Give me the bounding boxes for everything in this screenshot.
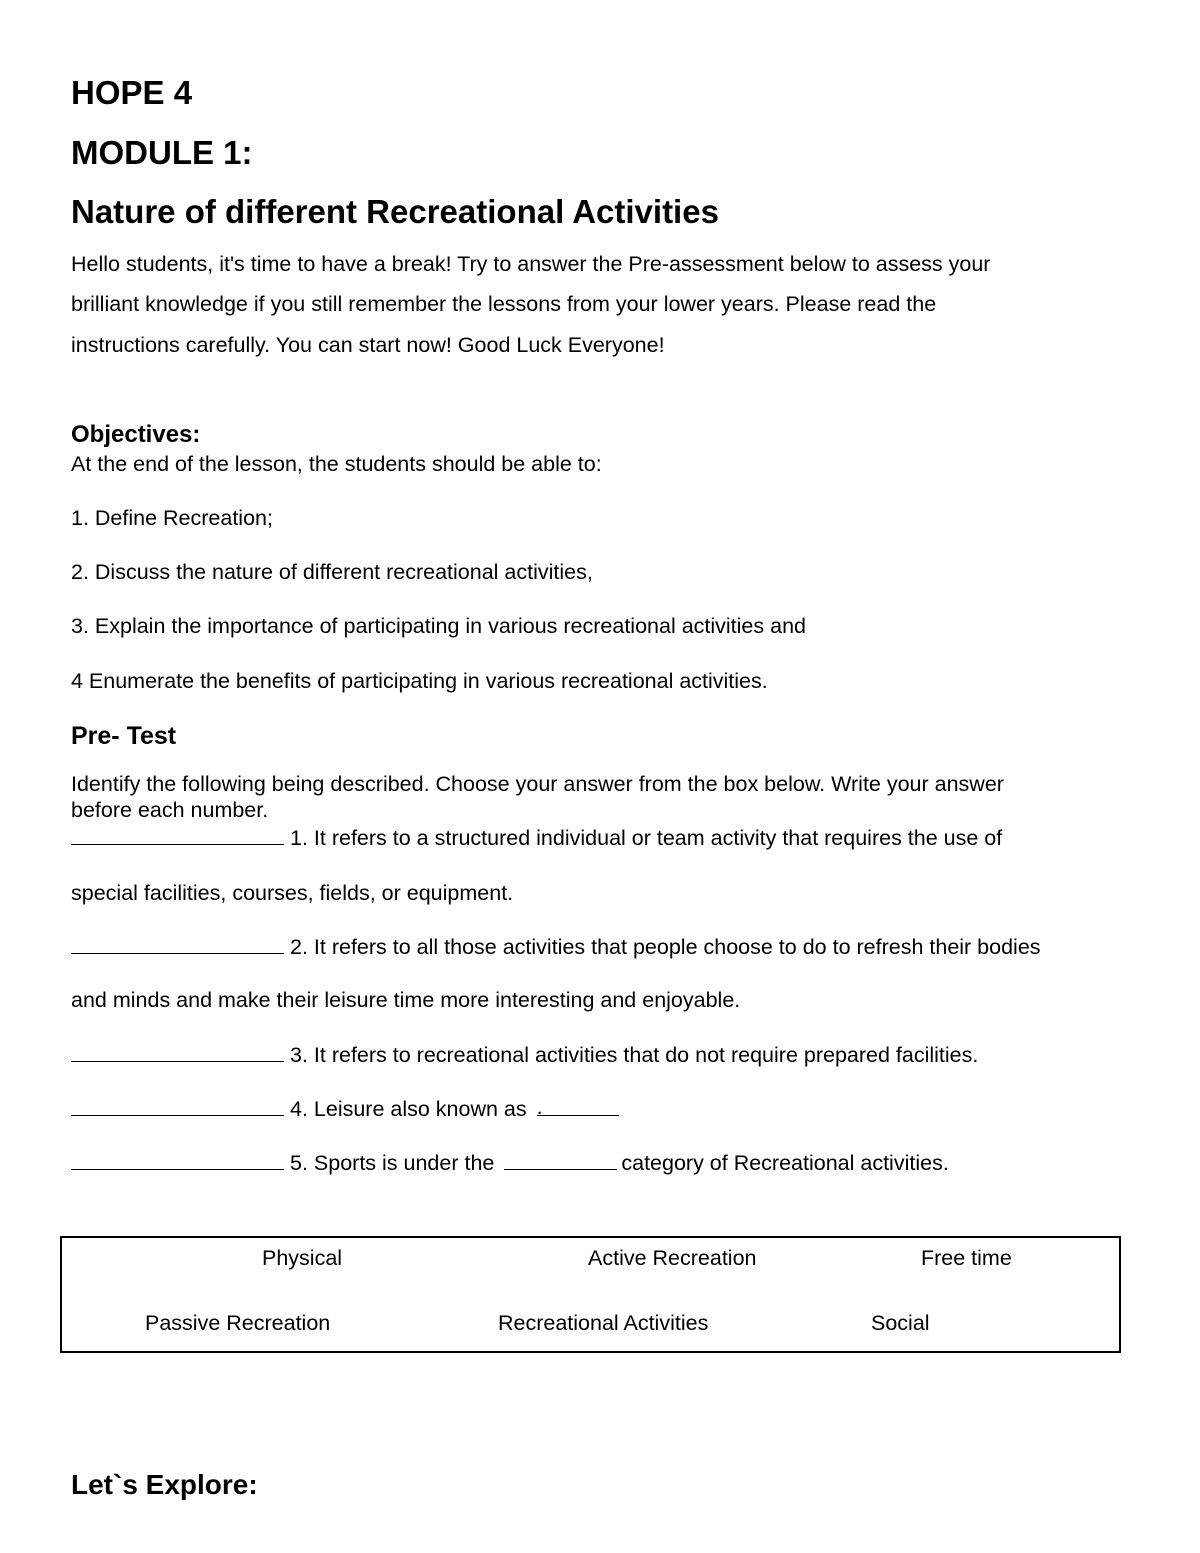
answer-choices-box: [60, 1236, 1121, 1353]
answer-blank-2[interactable]: [71, 937, 284, 954]
question-3: [71, 1045, 978, 1067]
question-4-mark: .: [536, 1095, 543, 1119]
answer-blank-5[interactable]: [71, 1153, 284, 1170]
pretest-instructions-2: before each number.: [71, 798, 269, 822]
course-title: HOPE 4: [71, 74, 193, 111]
question-2-text: 2. It refers to all those activities that people choose to do to refresh their bodies: [290, 935, 1041, 959]
choice-item: Passive Recreation: [145, 1311, 331, 1335]
answer-blank-1[interactable]: [71, 828, 284, 845]
page-title: Nature of different Recreational Activities: [71, 193, 719, 230]
question-4: [71, 1095, 619, 1121]
objectives-heading: Objectives:: [71, 421, 201, 448]
question-4-text: 4. Leisure also known as: [290, 1097, 527, 1121]
objectives-lead: At the end of the lesson, the students should be able to:: [71, 452, 602, 476]
choice-item: Recreational Activities: [498, 1311, 709, 1335]
question-3-text: 3. It refers to recreational activities that do not require prepared facilities.: [290, 1043, 979, 1067]
answer-blank-4[interactable]: [71, 1099, 284, 1116]
question-5-inline-blank[interactable]: [504, 1153, 617, 1170]
question-5-text-before: 5. Sports is under the: [290, 1151, 495, 1175]
question-5-text-after: category of Recreational activities.: [621, 1151, 949, 1175]
answer-blank-3[interactable]: [71, 1045, 284, 1062]
objective-item: 2. Discuss the nature of different recreational activities,: [71, 560, 593, 584]
pretest-heading: Pre- Test: [71, 722, 177, 750]
intro-line-1: Hello students, it's time to have a break! Try to answer the Pre-assessment below to assess your: [71, 252, 991, 276]
objective-item: 3. Explain the importance of participating in various recreational activities and: [71, 614, 806, 638]
choice-item: Active Recreation: [588, 1246, 757, 1270]
question-1-text: 1. It refers to a structured individual or team activity that requires the use of: [290, 826, 1003, 850]
objective-item: 1. Define Recreation;: [71, 506, 273, 530]
question-5: [71, 1153, 949, 1175]
question-2-continued: and minds and make their leisure time more interesting and enjoyable.: [71, 988, 741, 1012]
module-title: MODULE 1:: [71, 134, 253, 171]
objective-item: 4 Enumerate the benefits of participating in various recreational activities.: [71, 669, 768, 693]
question-4-inline-blank[interactable]: [536, 1095, 619, 1119]
question-2: [71, 937, 1041, 959]
intro-line-2: brilliant knowledge if you still remember the lessons from your lower years. Please read the: [71, 292, 937, 316]
choice-item: Free time: [921, 1246, 1012, 1270]
intro-line-3: instructions carefully. You can start now! Good Luck Everyone!: [71, 333, 665, 357]
question-1-continued: special facilities, courses, fields, or equipment.: [71, 881, 514, 905]
choice-item: Social: [871, 1311, 930, 1335]
explore-heading: Let`s Explore:: [71, 1469, 258, 1500]
question-1: [71, 828, 1002, 850]
pretest-instructions-1: Identify the following being described. Choose your answer from the box below. Write your answer: [71, 772, 1004, 796]
choice-item: Physical: [262, 1246, 343, 1270]
